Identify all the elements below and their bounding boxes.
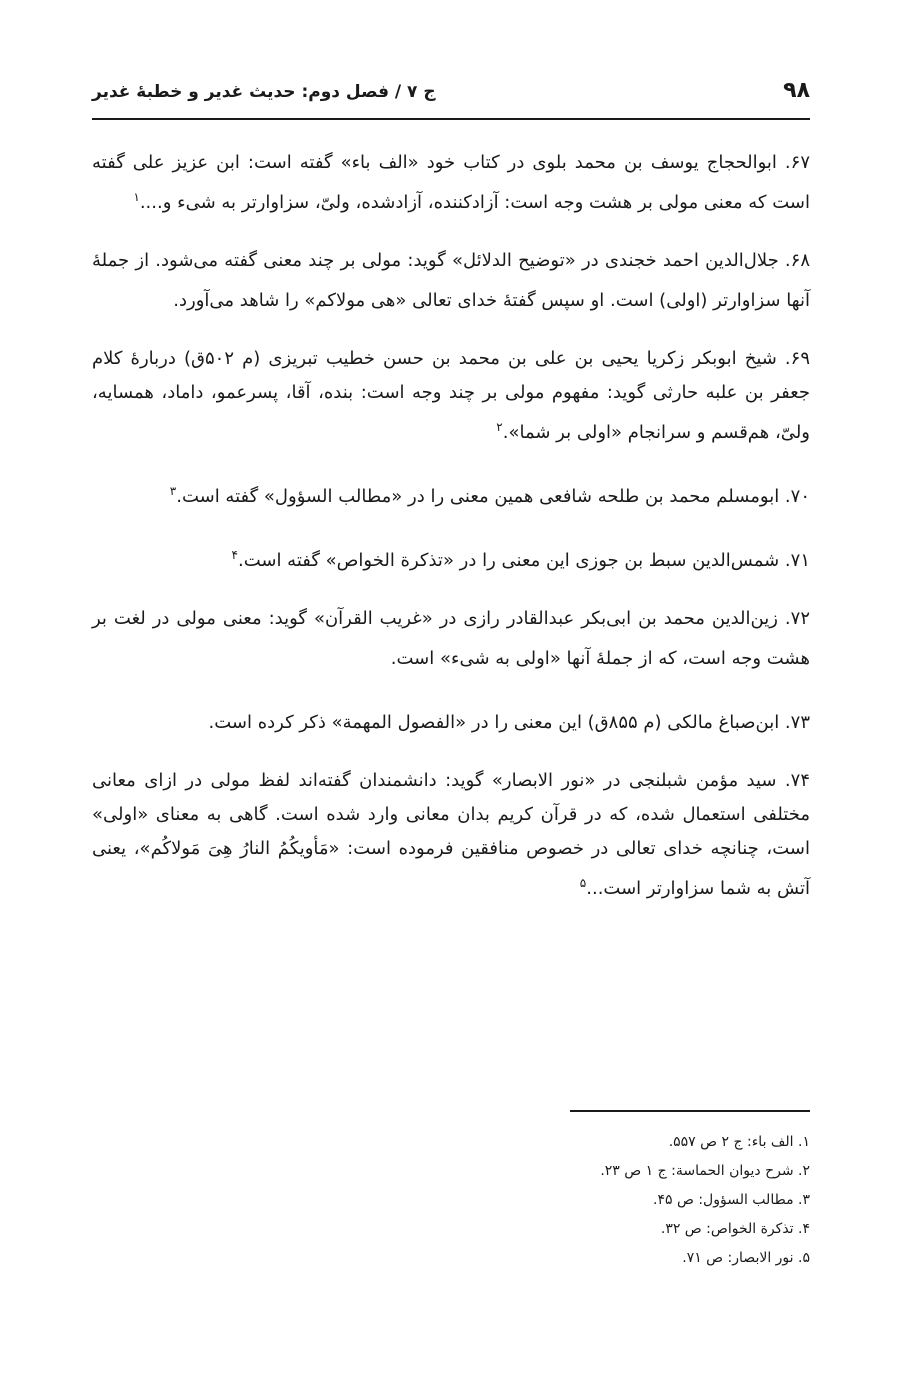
- footnote-ref: ۱: [133, 190, 140, 204]
- book-page: [92, 60, 810, 1380]
- footnote-1: ۱. الف باء: ج ۲ ص ۵۵۷.: [668, 1134, 810, 1150]
- footnote-3: ۳. مطالب السؤول: ص ۴۵.: [653, 1192, 810, 1208]
- page-header: [92, 78, 810, 118]
- paragraph-72: ۷۲. زین‌الدین محمد بن ابی‌بکر عبدالقادر رازی در «غریب القرآن» گوید: معنی مولی در لغت بر هشت وجه است، که از جملهٔ آنها «اولی به شیء» است.: [92, 608, 810, 669]
- paragraph-70: ۷۰. ابومسلم محمد بن طلحه شافعی همین معنی را در «مطالب السؤول» گفته است.$^۳$: [169, 484, 810, 507]
- footnote-4: ۴. تذکرة الخواص: ص ۳۲.: [660, 1221, 810, 1237]
- paragraph-67: ۶۷. ابوالحجاج یوسف بن محمد بلوی در کتاب خود «الف باء» گفته است: ابن عزیز علی گفته است که معنی مولی بر هشت وجه است: آزادکننده، آزادشده، ولیّ، سزاوارتر به شیء و....$^۱$: [92, 152, 810, 213]
- footnote-rule: [570, 1110, 810, 1112]
- footnote-ref: ۵: [579, 876, 587, 890]
- footnote-5: ۵. نور الابصار: ص ۷۱.: [682, 1250, 810, 1266]
- header-rule: [92, 118, 810, 120]
- footnote-2: ۲. شرح دیوان الحماسة: ج ۱ ص ۲۳.: [600, 1163, 810, 1179]
- footnote-ref: ۲: [496, 420, 503, 434]
- paragraph-68: ۶۸. جلال‌الدین احمد خجندی در «توضیح الدلائل» گوید: مولی بر چند معنی گفته می‌شود. از جملهٔ آنها سزاوارتر (اولی) است. او سپس گفتهٔ خدای تعالی «هی مولاکم» را شاهد می‌آورد.: [92, 250, 810, 311]
- paragraph-74: ۷۴. سید مؤمن شبلنجی در «نور الابصار» گوید: دانشمندان گفته‌اند لفظ مولی در ازای معانی مختلفی استعمال شده، که در قرآن کریم بدان معانی وارد شده است. گاهی به معنای «اولی» است، چنانچه خدای تعالی در خصوص منافقین فرموده است: «مَأویکُمُ النارُ هِیَ مَولاکُم»، یعنی آتش به شما سزاوارتر است...$^۵$: [92, 770, 810, 899]
- body-text: [92, 146, 810, 930]
- page-number: ۹۸: [783, 78, 810, 103]
- paragraph-73: ۷۳. ابن‌صباغ مالکی (م ۸۵۵ق) این معنی را در «الفصول المهمة» ذکر کرده است.: [208, 712, 810, 733]
- paragraph-69: ۶۹. شیخ ابوبکر زکریا یحیی بن علی بن محمد بن حسن خطیب تبریزی (م ۵۰۲ق) دربارهٔ کلام جعفر بن علبه حارثی گوید: مفهوم مولی بر چند وجه است: بنده، آقا، پسرعمو، داماد، همسایه، ولیّ، هم‌قسم و سرانجام «اولی بر شما».$^۲$: [92, 348, 810, 443]
- running-title: ج ۷ / فصل دوم: حدیث غدیر و خطبهٔ غدیر: [92, 82, 436, 102]
- footnote-ref: ۳: [169, 484, 177, 498]
- paragraph-71: ۷۱. شمس‌الدین سبط بن جوزی این معنی را در «تذکرة الخواص» گفته است.$^۴$: [231, 548, 810, 571]
- footnotes: [92, 1128, 810, 1273]
- footnote-ref: ۴: [231, 548, 238, 562]
